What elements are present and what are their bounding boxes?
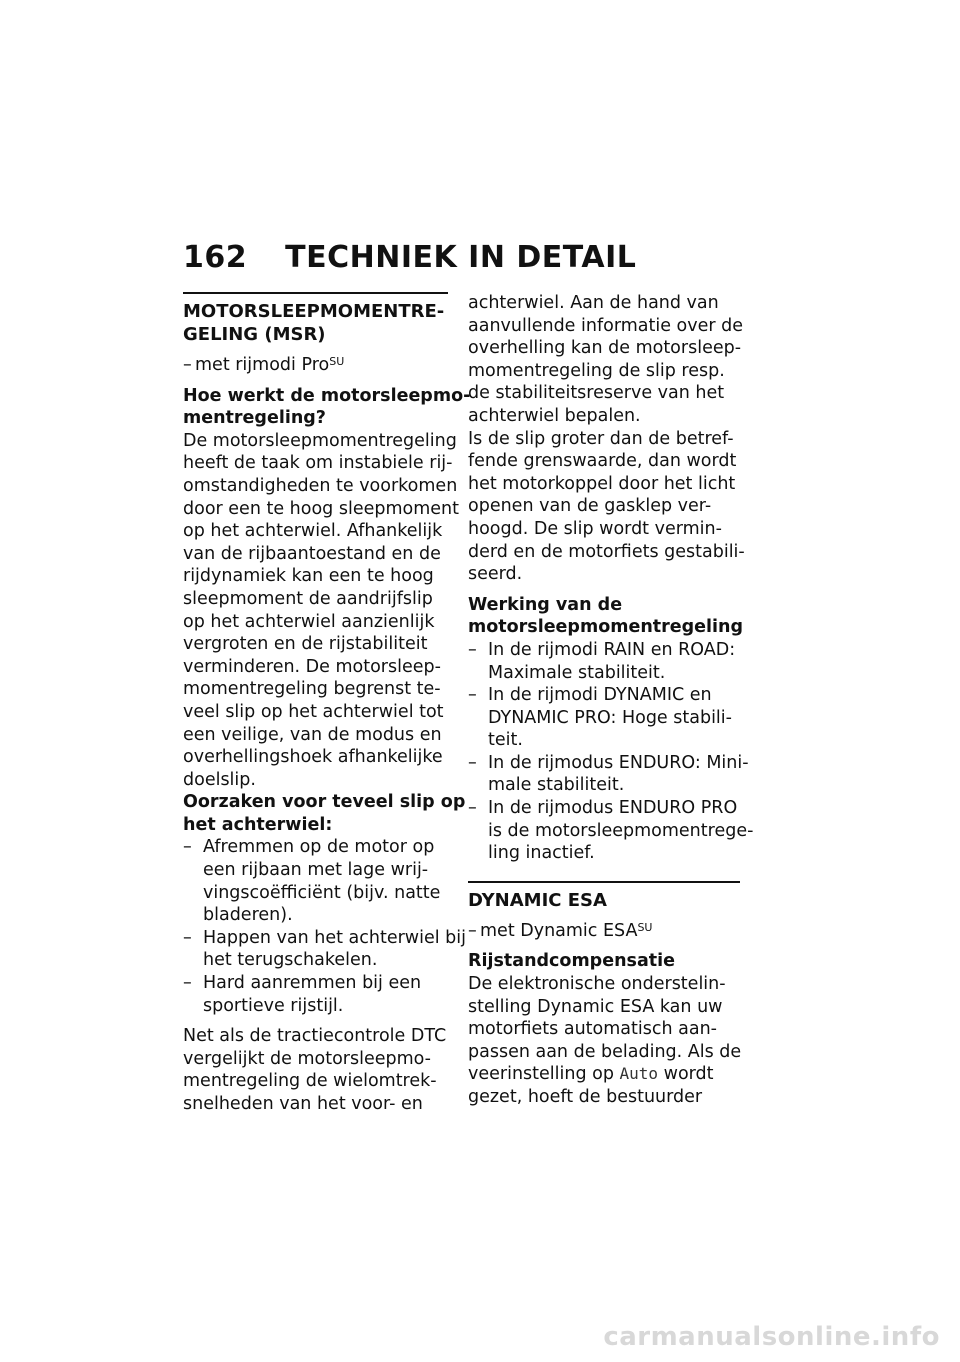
page-header [183, 238, 743, 278]
list-item: – Hard aanremmen bij een sportieve rijstijl. [183, 972, 448, 1017]
list-item: – In de rijmodus ENDURO PRO is de motorsleepmomentrege- ling inactief. [468, 797, 740, 865]
list-item: – Afremmen op de motor op een rijbaan met lage wrij- vingscoëfficiënt (bijv. natte bladeren). [183, 836, 448, 926]
list-item: – Happen van het achterwiel bij het terugschakelen. [183, 927, 448, 972]
msr-question-heading: Hoe werkt de motorsleepmo- mentregeling? [183, 385, 471, 429]
msr-body-paragraph: De motorsleepmomentregeling heeft de taak om instabiele rij- omstandigheden te voorkomen door een te hoog sleepmoment op het achterwiel. Afhankelijk van de rijbaantoestand en de rijdynamiek kan een te hoog sleepmoment de aandrijfslip op het achterwiel aanzienlijk vergroten en de rijstabiliteit verminderen. De motorsleep- momentregeling begrenst te- veel slip op het achterwiel tot een veilige, van de modus en overhellingshoek afhankelijke doelslip. [183, 430, 459, 790]
compensation-heading: Rijstandcompensatie [468, 951, 675, 972]
list-item: – In de rijmodus ENDURO: Mini- male stabiliteit. [468, 752, 740, 797]
msr-section-title: MOTORSLEEPMOMENTRE- GELING (MSR) [183, 301, 445, 345]
causes-heading: Oorzaken voor teveel slip op het achterwiel: [183, 792, 466, 835]
right-column [468, 292, 754, 1109]
msr-option-note: – met rijmodi Pro$^{SU}$ [183, 354, 448, 377]
watermark: carmanualsonline.info [603, 1322, 940, 1352]
left-column [183, 292, 471, 1116]
list-item: – In de rijmodi DYNAMIC en DYNAMIC PRO: Hoge stabili- teit. [468, 684, 740, 752]
page-title: TECHNIEK IN DETAIL [285, 240, 637, 275]
continuation-paragraph: achterwiel. Aan de hand van aanvullende informatie over de overhelling kan de motorsleep- momentregeling de slip resp. de stabiliteitsreserve van het achterwiel bepalen. Is de slip groter dan de betref- fende grenswaarde, dan wordt het motorkoppel door het licht openen van de gasklep ver- hoogd. De slip wordt vermin- derd en de motorfiets gestabili- seerd. [468, 293, 745, 585]
dtc-paragraph: Net als de tractiecontrole DTC vergelijkt de motorsleepmo- mentregeling de wielomtrek- snelheden van het voor- en [183, 1026, 447, 1114]
esa-section-title: DYNAMIC ESA [468, 889, 607, 911]
compensation-paragraph: De elektronische onderstelin- stelling Dynamic ESA kan uw motorfiets automatisch aan- passen aan de belading. Als de veerinstelling op Auto wordt gezet, hoeft de bestuurder [468, 974, 742, 1107]
esa-option-note: – met Dynamic $ESA^{SU}$ [468, 920, 740, 943]
working-heading: Werking van de motorsleepmomentregeling [468, 594, 744, 638]
auto-setting-code: Auto [619, 1064, 659, 1084]
page-number: 162 [183, 240, 248, 275]
list-item: – In de rijmodi RAIN en ROAD: Maximale stabiliteit. [468, 639, 740, 684]
